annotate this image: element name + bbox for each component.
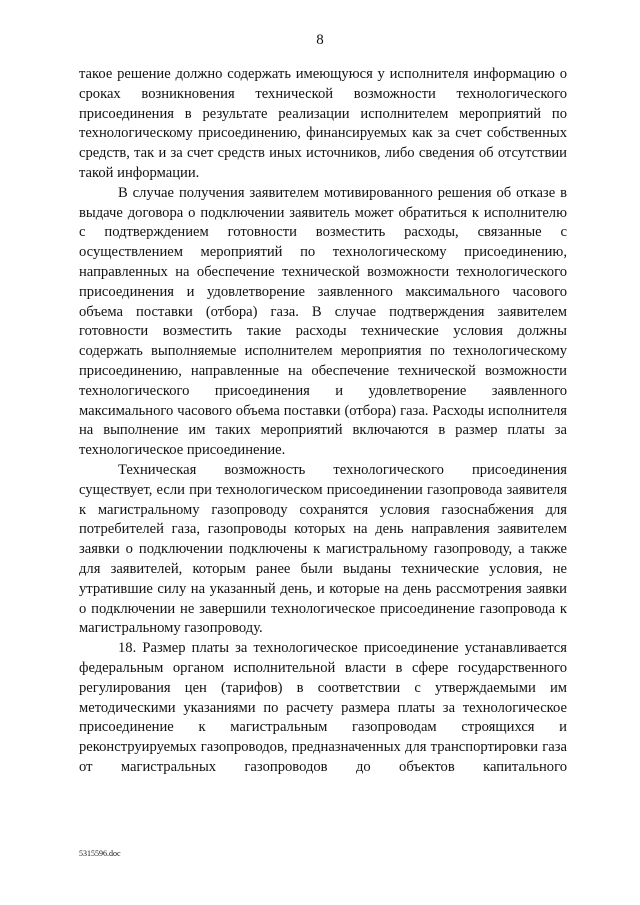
page-number: 8 <box>316 32 324 48</box>
file-name: 5315596.doc <box>79 849 121 858</box>
paragraph-technical-possibility: Техническая возможность технологического присоединения существует, если при технологическом присоединении газопровода заявителя к магистральному газопроводу сохранятся условия газоснабжения для потребителей газа, газопроводы которых на день направления заявителем заявки о подключении подключены к магистральному газопроводу, а также для заявителей, которым ранее были выданы технические условия, не утратившие силу на указанный день, и которые на день рассмотрения заявки о подключении не завершили технологическое присоединение газопровода к магистральному газопроводу. <box>79 461 567 637</box>
document-body <box>79 65 567 778</box>
paragraph-refusal: В случае получения заявителем мотивированного решения об отказе в выдаче договора о подключении заявитель может обратиться к исполнителю с подтверждением готовности возместить расходы, связанные с осуществлением мероприятий по технологическому присоединению, направленных на обеспечение технической возможности технологического присоединения и удовлетворение заявленного максимального часового объема поставки (отбора) газа. В случае подтверждения заявителем готовности возместить такие расходы технические условия должны содержать выполняемые исполнителем мероприятия по технологическому присоединению, направленные на обеспечение технической возможности технологического присоединения и удовлетворение заявленного максимального часового объема поставки (отбора) газа. Расходы исполнителя на выполнение им таких мероприятий включаются в размер платы за технологическое присоединение. <box>79 184 567 459</box>
paragraph-continuation: такое решение должно содержать имеющуюся у исполнителя информацию о сроках возникновения технической возможности технологического присоединения в результате реализации исполнителем мероприятий по технологическому присоединению, финансируемых как за счет собственных средств, так и за счет средств иных источников, либо сведения об отсутствии такой информации. <box>79 66 567 181</box>
paragraph-18-fee: 18. Размер платы за технологическое присоединение устанавливается федеральным органом исполнительной власти в сфере государственного регулирования цен (тарифов) в соответствии с утверждаемыми им методическими указаниями по расчету размера платы за технологическое присоединение к магистральным газопроводам строящихся и реконструируемых газопроводов, предназначенных для транспортировки газа от магистральных газопроводов до объектов капитального <box>79 640 567 775</box>
